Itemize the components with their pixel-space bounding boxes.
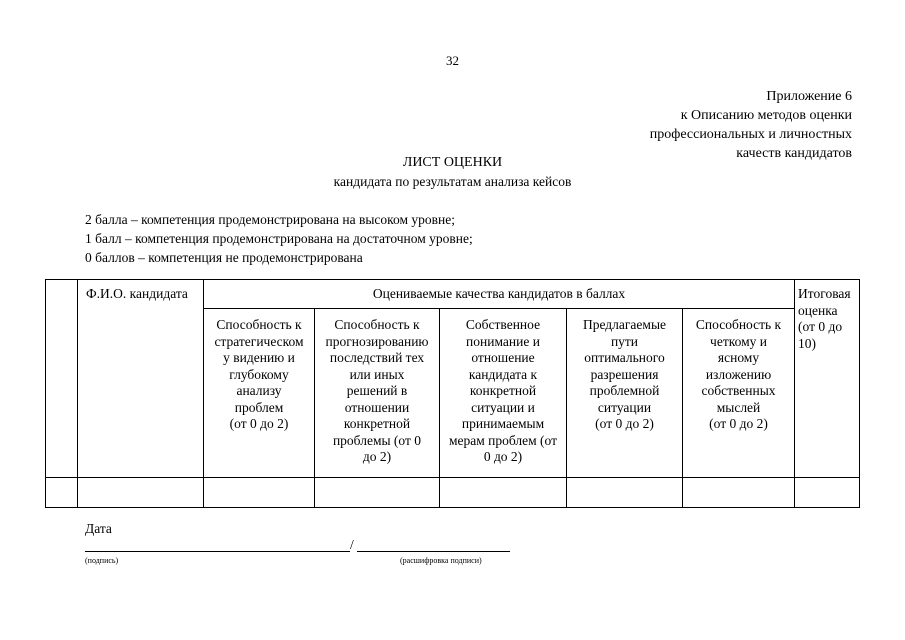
appendix-line: к Описанию методов оценки — [680, 108, 852, 123]
fio-header: Ф.И.О. кандидата — [78, 280, 204, 478]
score-cell[interactable] — [204, 478, 315, 508]
scoring-scale — [85, 210, 473, 267]
evaluation-table — [45, 279, 860, 508]
quality-line: или иных — [349, 366, 405, 382]
quality-line: последствий тех — [329, 350, 425, 365]
page-number: 32 — [446, 53, 459, 68]
quality-header-solutions — [567, 309, 683, 478]
quality-line: конкретной — [469, 383, 537, 398]
quality-line: проблемной — [589, 383, 660, 398]
scale-item: 1 балл – компетенция продемонстрирована на достаточном уровне; — [85, 231, 473, 246]
total-header-line: 10) — [798, 335, 817, 351]
quality-line: отношение — [471, 350, 535, 365]
quality-line: Собственное — [465, 317, 541, 332]
appendix-line: качеств кандидатов — [736, 146, 852, 161]
quality-line: Способность к — [216, 317, 302, 332]
date-label: Дата — [85, 521, 112, 536]
quality-line: проблемы (от 0 — [332, 432, 422, 448]
quality-line: прогнозированию — [325, 333, 429, 349]
appendix-reference — [650, 87, 852, 163]
quality-line: принимаемым — [461, 416, 545, 431]
total-score-header — [795, 280, 860, 478]
signature-decoding-caption: (расшифровка подписи) — [400, 556, 482, 565]
score-cell[interactable] — [683, 478, 795, 508]
quality-line: ситуации — [597, 399, 652, 415]
quality-line: мерам проблем (от — [448, 432, 558, 448]
quality-line: Предлагаемые — [582, 317, 667, 332]
quality-line: оптимального — [584, 350, 665, 365]
number-header-cell — [46, 280, 78, 478]
qualities-header: Оцениваемые качества кандидатов в баллах — [204, 280, 795, 309]
quality-line: мыслей — [716, 399, 761, 415]
quality-line: проблем — [234, 399, 284, 415]
quality-header-own-understanding — [440, 309, 567, 478]
quality-line: глубокому — [229, 366, 289, 382]
quality-header-clear-expression — [683, 309, 795, 478]
quality-line: до 2) — [362, 449, 392, 464]
quality-line: изложению — [705, 366, 772, 382]
quality-line: ситуации и — [471, 399, 535, 415]
document-title: ЛИСТ ОЦЕНКИ — [402, 155, 503, 170]
quality-line: отношении — [344, 399, 410, 415]
score-cell[interactable] — [440, 478, 567, 508]
total-header-line: (от 0 до — [798, 319, 843, 334]
signature-line[interactable] — [85, 551, 350, 552]
quality-line: кандидата к — [468, 366, 538, 382]
total-header-line: Итоговая — [798, 286, 851, 301]
score-cell[interactable] — [567, 478, 683, 508]
quality-line: конкретной — [343, 416, 411, 431]
quality-line: стратегическом — [214, 333, 304, 349]
quality-line: 0 до 2) — [483, 449, 523, 464]
quality-line: (от 0 до 2) — [709, 416, 768, 431]
table-header-row — [46, 280, 860, 309]
quality-line: Способность к — [695, 317, 782, 332]
quality-line: понимание и — [466, 333, 540, 349]
signature-decoding-line[interactable] — [357, 551, 510, 552]
quality-line: четкому и — [710, 333, 767, 349]
quality-line: разрешения — [590, 366, 659, 382]
total-score-cell[interactable] — [795, 478, 860, 508]
quality-line: (от 0 до 2) — [595, 416, 654, 431]
quality-line: Способность к — [334, 317, 420, 332]
scale-item: 0 баллов – компетенция не продемонстрирована — [85, 250, 363, 265]
number-cell[interactable] — [46, 478, 78, 508]
appendix-line: профессиональных и личностных — [649, 127, 852, 142]
total-header-line: оценка — [798, 302, 838, 318]
quality-line: ясному — [717, 350, 760, 365]
quality-line: собственных — [701, 383, 776, 398]
quality-line: решений в — [346, 383, 408, 398]
quality-line: у видению и — [223, 350, 295, 365]
fio-cell[interactable] — [78, 478, 204, 508]
quality-header-strategic-vision — [204, 309, 315, 478]
appendix-line: Приложение 6 — [766, 89, 852, 104]
scale-item: 2 балла – компетенция продемонстрирована на высоком уровне; — [85, 212, 456, 227]
quality-line: пути — [610, 333, 639, 349]
table-row — [46, 478, 860, 508]
quality-line: (от 0 до 2) — [229, 416, 289, 431]
quality-line: анализу — [236, 383, 282, 398]
signature-caption: (подпись) — [85, 556, 119, 565]
quality-header-forecasting — [315, 309, 440, 478]
document-subtitle: кандидата по результатам анализа кейсов — [333, 174, 572, 189]
signature-separator: / — [350, 537, 354, 552]
score-cell[interactable] — [315, 478, 440, 508]
